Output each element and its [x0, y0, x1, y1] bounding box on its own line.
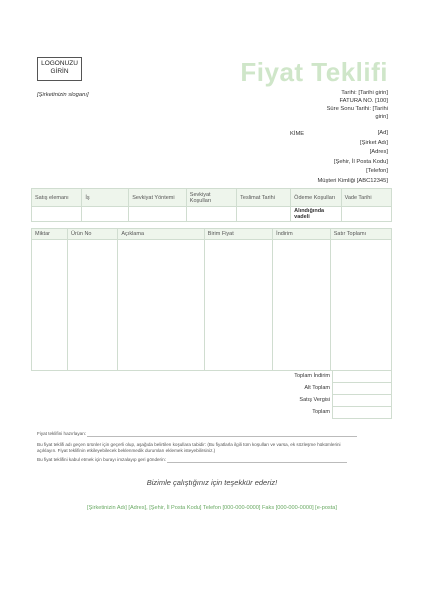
totals-section: [31, 370, 392, 418]
sales-tax-row: [31, 394, 392, 406]
header-due-date: Vade Tarihi: [341, 189, 391, 207]
header-discount: İndirim: [273, 229, 331, 240]
subtotal-label: Alt Toplam: [304, 385, 330, 391]
total-row: [31, 406, 392, 418]
cell-due-date[interactable]: [341, 207, 391, 222]
expiry-date-line-1[interactable]: Süre Sonu Tarihi: [Tarihi: [326, 106, 388, 112]
cell-salesperson[interactable]: [32, 207, 82, 222]
header-payment-terms: Ödeme Koşulları: [291, 189, 341, 207]
quote-meta: [288, 89, 388, 121]
items-table-body: [32, 240, 392, 371]
sales-info-table: [31, 188, 392, 222]
total-discount-row: [31, 370, 392, 382]
header-job: İş: [82, 189, 129, 207]
header-product-no: Ürün No: [68, 229, 118, 240]
accept-label: Bu fiyat teklifini kabul etmek için burayı imzalayıp geri gönderin:: [37, 457, 166, 462]
company-footer[interactable]: [Şirketinizin Adı] [Adres], [Şehir, İl Posta Kodu] Telefon [000-000-0000] Faks [000-000-0000] [e-posta]: [87, 505, 337, 511]
prepared-by-label: Fiyat teklifini hazırlayan:: [37, 431, 87, 436]
prepared-by-line: [37, 431, 377, 437]
header-description: Açıklama: [118, 229, 204, 240]
cell-discount[interactable]: [273, 240, 331, 371]
company-slogan[interactable]: [Şirketinizin sloganı]: [37, 92, 89, 98]
cell-payment-terms[interactable]: Alındığında vadeli: [291, 207, 341, 222]
header-shipping-terms: Sevkiyat Koşulları: [186, 189, 236, 207]
logo-line-2: GİRİN: [50, 68, 69, 75]
logo-placeholder[interactable]: [37, 57, 82, 81]
quote-date[interactable]: Tarihi: [Tarihi girin]: [341, 90, 388, 96]
recipient-phone[interactable]: [Telefon]: [366, 168, 388, 174]
logo-line-1: LOGONUZU: [41, 60, 78, 67]
recipient-address[interactable]: [Adres]: [369, 149, 388, 155]
sales-table-header: [32, 189, 392, 207]
items-table: [31, 228, 392, 371]
total-value[interactable]: [332, 406, 392, 419]
cell-product-no[interactable]: [68, 240, 118, 371]
document-title: Fiyat Teklifi: [240, 57, 388, 87]
header-quantity: Miktar: [32, 229, 68, 240]
sales-tax-label: Satış Vergisi: [299, 397, 330, 403]
thank-you-message: Bizimle çalıştığınız için teşekkür ederiz!: [146, 478, 278, 487]
header-unit-price: Birim Fiyat: [204, 229, 272, 240]
header-delivery-date: Teslimat Tarihi: [237, 189, 291, 207]
cell-quantity[interactable]: [32, 240, 68, 371]
expiry-date-line-2[interactable]: girin]: [375, 114, 388, 120]
cell-unit-price[interactable]: [204, 240, 272, 371]
header-shipping-method: Sevkiyat Yöntemi: [129, 189, 187, 207]
cell-job[interactable]: [82, 207, 129, 222]
recipient-city[interactable]: [Şehir, İl Posta Kodu]: [333, 158, 388, 165]
sales-table-row: [32, 207, 392, 222]
invoice-number[interactable]: FATURA NO. [100]: [339, 98, 388, 104]
total-label: Toplam: [312, 409, 330, 415]
total-discount-label: Toplam İndirim: [294, 373, 330, 379]
cell-shipping-method[interactable]: [129, 207, 187, 222]
header-line-total: Satır Toplamı: [330, 229, 391, 240]
signature-field[interactable]: [167, 462, 347, 463]
recipient-name[interactable]: [Ad]: [377, 130, 388, 136]
prepared-by-field[interactable]: [87, 436, 357, 437]
cell-shipping-terms[interactable]: [186, 207, 236, 222]
cell-delivery-date[interactable]: [237, 207, 291, 222]
validity-note: Bu fiyat teklifi adı geçen ürünler için geçerli olup, aşağıda belirtilen koşullara tabidir: (Bu fiyatlarla ilgili tüm koşulları ve varsa, ek sözleşme hükümlerini açıklayın. Fiyat teklifinin etkileyebilecek beklenmedik durumları eklemek isteyebilirsiniz.): [37, 442, 341, 453]
header-salesperson: Satış elemanı: [32, 189, 82, 207]
subtotal-row: [31, 382, 392, 394]
recipient-label: KİME: [290, 131, 305, 137]
recipient-block: [268, 129, 388, 186]
cell-line-total[interactable]: [330, 240, 391, 371]
recipient-company[interactable]: [Şirket Adı]: [359, 139, 388, 146]
accept-line: [37, 457, 377, 463]
items-table-header: [32, 229, 392, 240]
cell-description[interactable]: [118, 240, 204, 371]
customer-id[interactable]: Müşteri Kimliği [ABC12345]: [317, 177, 388, 184]
